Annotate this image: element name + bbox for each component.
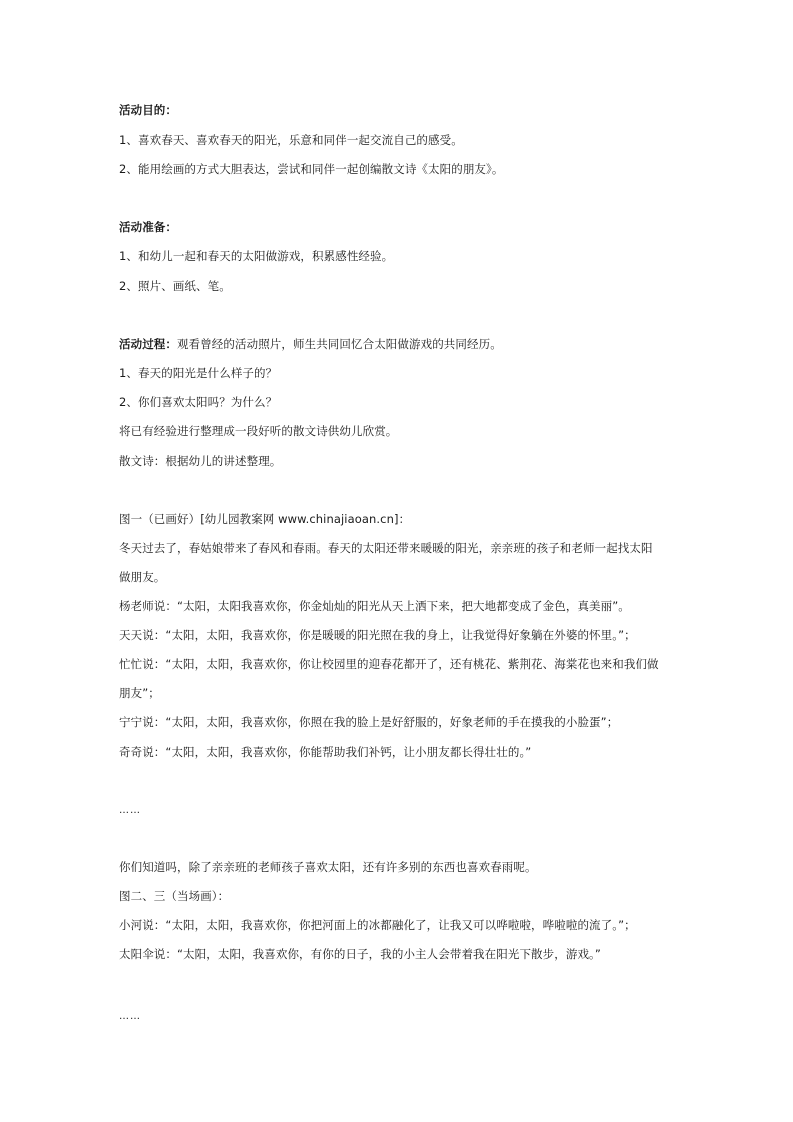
site-link[interactable]: [幼儿园教案网 www.chinajiaoan.cn] [200, 512, 399, 526]
figure-one-prefix: 图一（已画好） [119, 512, 201, 526]
ellipsis-1: …… [119, 805, 141, 816]
part2-intro: 你们知道吗，除了亲亲班的老师孩子喜欢太阳，还有许多别的东西也喜欢春雨呢。 [119, 860, 537, 874]
poem-line-7: 宁宁说：“太阳，太阳，我喜欢你，你照在我的脸上是好舒服的，好象老师的手在摸我的小脸蛋”； [119, 715, 619, 729]
poem-line-6: 朋友”； [119, 686, 160, 700]
process-intro: 观看曾经的活动照片，师生共同回忆合太阳做游戏的共同经历。 [177, 337, 502, 351]
part2-line-1: 小河说：“太阳，太阳，我喜欢你，你把河面上的冰都融化了，让我又可以哗啦啦，哗啦啦的流了。”； [119, 918, 636, 932]
process-item-2: 2、你们喜欢太阳吗？为什么？ [119, 395, 278, 409]
process-item-4: 散文诗：根据幼儿的讲述整理。 [119, 454, 282, 468]
process-heading: 活动过程： [119, 337, 177, 351]
process-item-1: 1、春天的阳光是什么样子的？ [119, 366, 278, 380]
poem-line-1: 冬天过去了，春姑娘带来了春风和春雨。春天的太阳还带来暖暖的阳光，亲亲班的孩子和老师一起找太阳 [119, 541, 653, 555]
figure-one-label [119, 511, 679, 527]
poem-line-5: 忙忙说：“太阳，太阳，我喜欢你，你让校园里的迎春花都开了，还有桃花、紫荆花、海棠花也来和我们做 [119, 657, 659, 671]
prep-heading: 活动准备： [119, 220, 177, 234]
poem-line-8: 奇奇说：“太阳，太阳，我喜欢你，你能帮助我们补钙，让小朋友都长得壮壮的。” [119, 745, 532, 759]
process-item-3: 将已有经验进行整理成一段好听的散文诗供幼儿欣赏。 [119, 424, 398, 438]
poem-line-2: 做朋友。 [119, 570, 166, 584]
figure-two-label: 图二、三（当场画）： [119, 889, 230, 903]
goal-heading: 活动目的： [119, 103, 177, 117]
process-intro-line [119, 336, 679, 352]
figure-one-suffix: ： [398, 512, 411, 526]
prep-item-1: 1、和幼儿一起和春天的太阳做游戏，积累感性经验。 [119, 249, 394, 263]
part2-line-2: 太阳伞说：“太阳，太阳，我喜欢你，有你的日子，我的小主人会带着我在阳光下散步，游戏。” [119, 947, 601, 961]
goal-item-1: 1、喜欢春天、喜欢春天的阳光，乐意和同伴一起交流自己的感受。 [119, 133, 463, 147]
poem-line-4: 天天说：“太阳，太阳，我喜欢你，你是暖暖的阳光照在我的身上，让我觉得好象躺在外婆的怀里。”； [119, 628, 636, 642]
poem-line-3: 杨老师说：“太阳，太阳我喜欢你，你金灿灿的阳光从天上洒下来，把大地都变成了金色，真美丽”。 [119, 599, 630, 613]
goal-item-2: 2、能用绘画的方式大胆表达，尝试和同伴一起创编散文诗《太阳的朋友》。 [119, 162, 504, 176]
ellipsis-2: …… [119, 1011, 141, 1022]
prep-item-2: 2、照片、画纸、笔。 [119, 279, 231, 293]
